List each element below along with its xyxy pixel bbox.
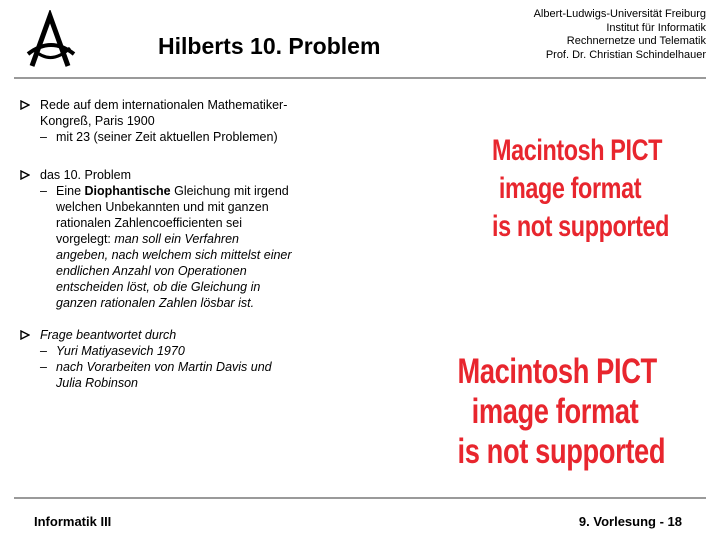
dash-marker: –: [40, 344, 47, 358]
institution-block: [486, 8, 706, 62]
institution-line: Albert-Ludwigs-Universität Freiburg: [533, 8, 706, 20]
footer-course: Informatik III: [34, 514, 112, 529]
sub-text: nach Vorarbeiten von Martin Davis und Julia Robinson: [56, 360, 272, 390]
institution-line: Rechnernetze und Telematik: [566, 35, 706, 47]
sub-text: mit 23 (seiner Zeit aktuellen Problemen): [56, 130, 278, 144]
sub-item: [40, 129, 287, 145]
footer-page-number: 9. Vorlesung - 18: [578, 514, 682, 529]
bullet-text: Kongreß, Paris 1900: [40, 114, 155, 128]
bullet-text: Frage beantwortet durch: [40, 328, 177, 342]
institution-line: Prof. Dr. Christian Schindelhauer: [545, 48, 706, 61]
dash-marker: –: [40, 360, 47, 374]
header-rule: [14, 77, 706, 79]
arrow-bullet-icon: [20, 100, 30, 110]
sub-item: [40, 343, 272, 359]
unsupported-image-placeholder: Macintosh PICT image format is not supported: [457, 352, 666, 471]
unsupported-image-placeholder: Macintosh PICT image format is not supported: [492, 134, 670, 243]
footer-rule: [14, 497, 706, 499]
arrow-bullet-icon: [20, 170, 30, 180]
bullet-text: Rede auf dem internationalen Mathematiker-: [40, 98, 288, 112]
dash-marker: –: [40, 184, 47, 198]
bullet-item: [20, 167, 292, 311]
university-logo: [26, 10, 76, 70]
bullet-text: das 10. Problem: [40, 168, 132, 182]
sub-text: Yuri Matiyasevich 1970: [56, 344, 185, 358]
bold-term: Diophantische: [84, 184, 171, 198]
slide-title: Hilberts 10. Problem: [158, 33, 381, 59]
sub-text: Eine Diophantische Gleichung mit irgend welchen Unbekannten und mit ganzen rationalen Zahlencoefficienten sei vorgelegt: man soll ein Verfahren angeben, nach welchem sich mittelst einer endlichen Anzahl von Operationen entscheiden löst, ob die Gleichung in ganzen rationalen Zahlen lösbar ist.: [56, 184, 292, 310]
bullet-item: [20, 327, 272, 391]
sub-item: [40, 359, 272, 391]
bullet-item: [20, 97, 287, 145]
arrow-bullet-icon: [20, 330, 30, 340]
dash-marker: –: [40, 130, 47, 144]
sub-item: [40, 183, 292, 311]
institution-line: Institut für Informatik: [606, 21, 706, 34]
